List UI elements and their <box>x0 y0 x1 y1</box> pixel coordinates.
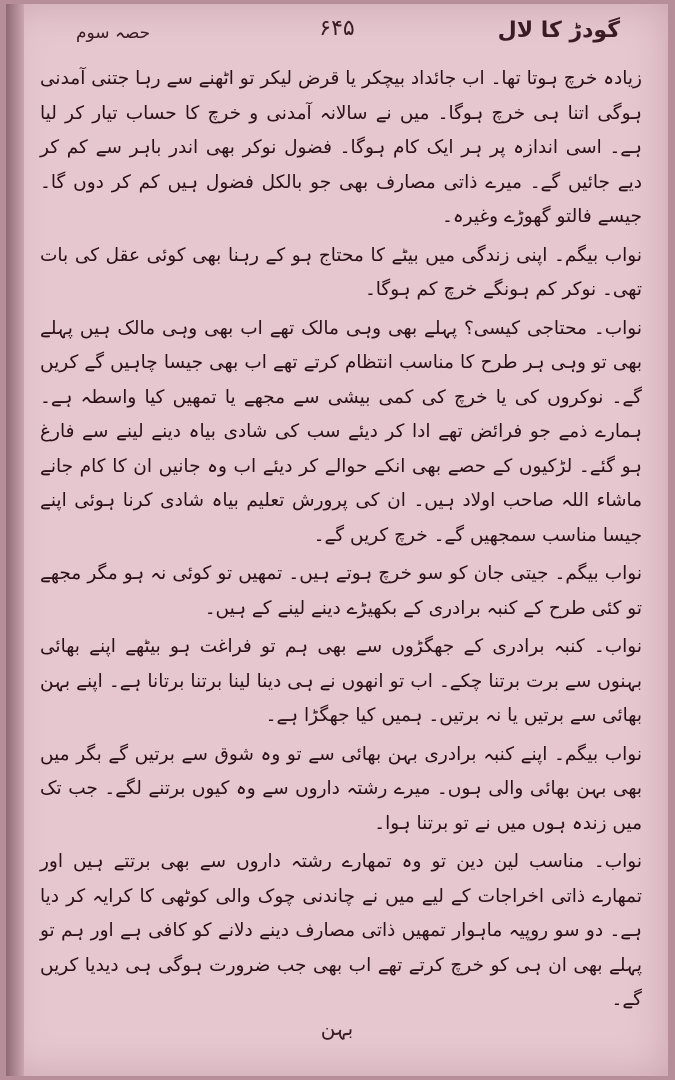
page-number: ۶۴۵ <box>319 16 355 41</box>
paragraph: نواب۔ محتاجی کیسی؟ پہلے بھی وہی مالک تھے اب بھی وہی مالک ہیں پہلے بھی تو وہی ہر طرح کا مناسب انتظام کرتے تھے اب بھی جیسا چاہیں گے کریں گے۔ نوکروں کی یا خرچ کی کمی بیشی سے مجھے یا تمھیں کیا واسطہ ہے۔ ہمارے ذمے جو فرائض تھے ادا کر دیئے سب کی شادی بیاہ دینے لینے سے فارغ ہو گئے۔ لڑکیوں کے حصے بھی انکے حوالے کر دیئے اب وہ جانیں ان کا کام جانے ماشاء اللہ صاحب اولاد ہیں۔ ان کی پرورش تعلیم بیاہ شادی کرنا ہوئی اپنے جیسا مناسب سمجھیں گے۔ خرچ کریں گے۔ <box>40 317 642 546</box>
paragraph: نواب۔ مناسب لین دین تو وہ تمھارے رشتہ داروں سے بھی برتتے ہیں اور تمھارے ذاتی اخراجات کے لیے میں نے چاندنی چوک والی کوٹھی کا کرایہ کر دیا ہے۔ دو سو روپیہ ماہوار تمھیں ذاتی مصارف دینے دلانے کو کافی ہے اور ہم تو پہلے بھی ان ہی کو خرچ کرتے تھے اب بھی جب ضرورت ہوگی ہی دیدیا کریں گے۔ <box>40 851 642 1010</box>
paragraph: نواب۔ کنبہ برادری کے جھگڑوں سے بھی ہم تو فراغت ہو بیٹھے اپنے بھائی بہنوں سے برت برتنا چکے۔ اب تو انھوں نے ہی دینا لینا برتنا برتانا ہے۔ اپنے بہن بھائی سے برتیں یا نہ برتیں۔ ہمیں کیا جھگڑا ہے۔ <box>40 636 642 726</box>
page-header <box>46 14 628 54</box>
book-page <box>6 4 668 1076</box>
paragraph: نواب بیگم۔ جیتی جان کو سو خرچ ہوتے ہیں۔ تمھیں تو کوئی نہ ہو مگر مجھے تو کئی طرح کے کنبہ برادری کے بکھیڑے دینے لینے کے ہیں۔ <box>40 563 642 619</box>
book-title: گودڑ کا لال <box>497 18 620 43</box>
page-spine-shadow <box>6 4 24 1076</box>
paragraph: نواب بیگم۔ اپنے کنبہ برادری بہن بھائی سے تو وہ شوق سے برتیں گے بگر میں بھی بہن بھائی والی ہوں۔ میرے رشتہ داروں سے وہ کیوں برتنے لگے۔ جب تک میں زندہ ہوں میں نے تو برتنا ہوا۔ <box>40 743 642 834</box>
section-label: حصہ سوم <box>76 23 151 43</box>
paragraph: نواب بیگم۔ اپنی زندگی میں بیٹے کا محتاج ہو کے رہنا بھی کوئی عقل کی بات تھی۔ نوکر کم ہونگے خرچ کم ہوگا۔ <box>40 244 642 300</box>
page-body <box>40 62 642 1022</box>
footer-catchword: بہن <box>320 1016 354 1040</box>
paragraph: زیادہ خرچ ہوتا تھا۔ اب جائداد بیچکر یا قرض لیکر تو اٹھنے سے رہا جتنی آمدنی ہوگی اتنا ہی خرچ ہوگا۔ میں نے سالانہ آمدنی و خرچ کا حساب تیار کر لیا ہے۔ اسی اندازہ پر ہر ایک کام ہوگا۔ فضول نوکر بھی اندر باہر سے کم کر دیے جائیں گے۔ میرے ذاتی مصارف بھی جو بالکل فضول ہیں کم کر دوں گا۔ جیسے فالتو گھوڑے وغیرہ۔ <box>40 68 642 227</box>
